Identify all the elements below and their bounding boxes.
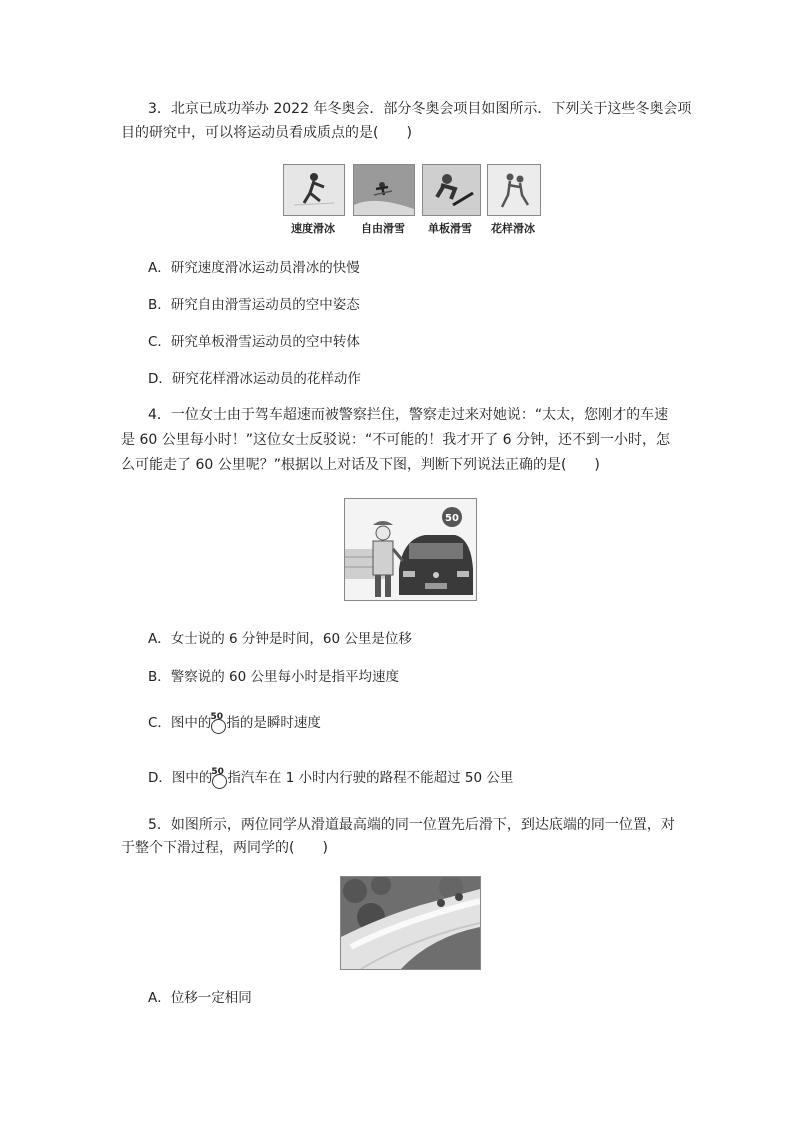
police-car-image — [344, 498, 477, 601]
figure-skating-image — [487, 164, 541, 216]
water-slide-image — [340, 876, 481, 970]
q4-stem-line2: 是 60 公里每小时！”这位女士反驳说：“不可能的！我才开了 6 分钟，还不到一小时，怎 — [121, 432, 671, 448]
q3-option-c: C．研究单板滑雪运动员的空中转体 — [148, 334, 360, 350]
q3-stem-line2: 目的研究中，可以将运动员看成质点的是( ) — [121, 125, 412, 141]
speed-limit-sign-value: 50 — [211, 767, 224, 777]
speed-limit-sign-icon — [211, 767, 227, 785]
caption-speed-skating: 速度滑冰 — [291, 222, 335, 235]
speed-limit-sign-icon — [210, 712, 226, 730]
q5-option-a: A．位移一定相同 — [148, 990, 252, 1006]
q4-option-c-post: 指的是瞬时速度 — [226, 715, 321, 731]
caption-figure-skating: 花样滑冰 — [491, 222, 535, 235]
speed-limit-sign-text: 50 — [445, 513, 459, 524]
q4-option-d — [148, 768, 513, 788]
q3-option-a: A．研究速度滑冰运动员滑冰的快慢 — [148, 260, 360, 276]
q4-option-c-pre: C．图中的 — [148, 715, 212, 731]
q5-stem-line1: 5．如图所示，两位同学从滑道最高端的同一位置先后滑下，到达底端的同一位置，对 — [148, 817, 675, 833]
q4-option-d-pre: D．图中的 — [148, 770, 213, 786]
speed-skating-image — [283, 164, 345, 216]
freestyle-skiing-image — [353, 164, 415, 216]
caption-freestyle-skiing: 自由滑雪 — [361, 222, 405, 235]
q4-stem-line3: 么可能走了 60 公里呢？”根据以上对话及下图，判断下列说法正确的是( ) — [121, 457, 600, 473]
q4-stem-line1: 4．一位女士由于驾车超速而被警察拦住，警察走过来对她说：“太太，您刚才的车速 — [148, 407, 669, 423]
q4-option-c — [148, 713, 321, 733]
q4-option-a: A．女士说的 6 分钟是时间，60 公里是位移 — [148, 631, 412, 647]
speed-limit-sign-value: 50 — [210, 712, 223, 722]
q5-stem-line2: 于整个下滑过程，两同学的( ) — [121, 840, 328, 856]
caption-snowboard: 单板滑雪 — [428, 222, 472, 235]
q3-option-d: D．研究花样滑冰运动员的花样动作 — [148, 371, 361, 387]
q4-option-d-post: 指汽车在 1 小时内行驶的路程不能超过 50 公里 — [227, 770, 514, 786]
q3-stem-line1: 3．北京已成功举办 2022 年冬奥会．部分冬奥会项目如图所示．下列关于这些冬奥会项 — [148, 101, 692, 117]
snowboard-image — [422, 164, 481, 216]
q4-option-b: B．警察说的 60 公里每小时是指平均速度 — [148, 669, 400, 685]
q3-option-b: B．研究自由滑雪运动员的空中姿态 — [148, 297, 360, 313]
